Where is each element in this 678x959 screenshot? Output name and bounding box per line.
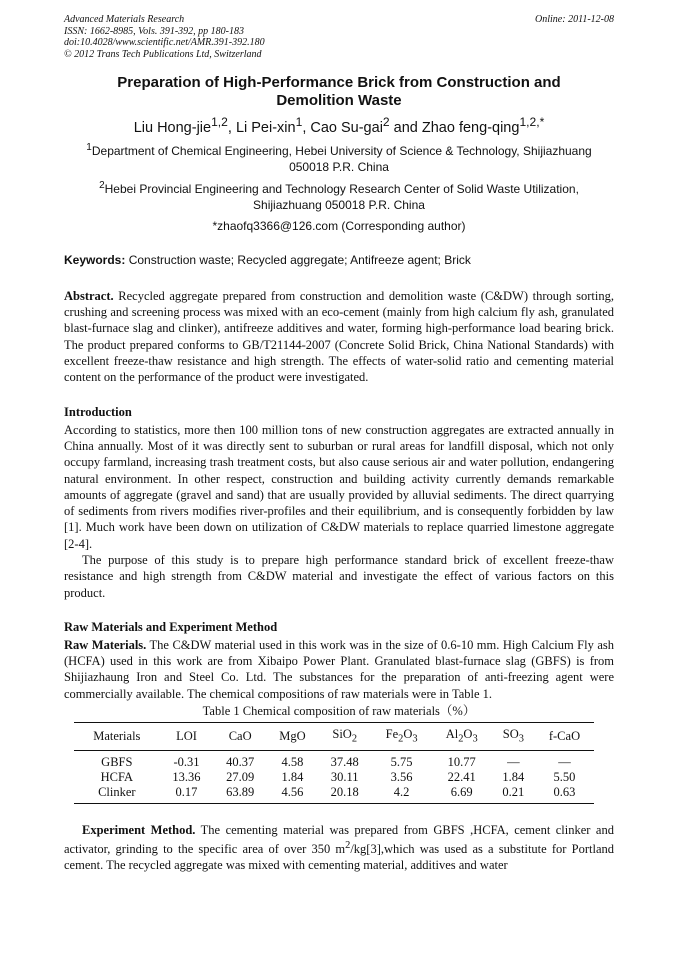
table-cell: 37.48 xyxy=(330,754,359,769)
table-cell: 13.36 xyxy=(172,769,201,784)
chemical-composition-table xyxy=(74,722,594,804)
introduction-heading: Introduction xyxy=(64,404,132,419)
table-cell: 4.2 xyxy=(393,784,410,799)
raw-materials-paragraph xyxy=(64,637,614,702)
abstract xyxy=(64,288,614,386)
table-cell: — xyxy=(507,754,520,769)
abstract-label: Abstract. xyxy=(64,288,114,303)
table-cell: 10.77 xyxy=(447,754,476,769)
table-cell: HCFA xyxy=(100,769,134,784)
table-cell: 0.63 xyxy=(553,784,576,799)
table-cell: 0.21 xyxy=(502,784,525,799)
table-cell: 3.56 xyxy=(390,769,413,784)
journal-copyright: © 2012 Trans Tech Publications Ltd, Switzerland xyxy=(64,48,262,60)
affiliation-2 xyxy=(64,178,614,213)
table-cell: 22.41 xyxy=(447,769,476,784)
col-cao: CaO xyxy=(228,729,252,744)
col-mgo: MgO xyxy=(279,729,306,744)
methods-heading: Raw Materials and Experiment Method xyxy=(64,619,278,634)
table-cell: 20.18 xyxy=(330,784,359,799)
table-cell: -0.31 xyxy=(173,754,200,769)
table-cell: 6.69 xyxy=(450,784,473,799)
paper-page xyxy=(64,14,614,874)
table-cell: 27.09 xyxy=(226,769,255,784)
table-header-row xyxy=(74,723,594,751)
table-cell: 5.75 xyxy=(390,754,413,769)
abstract-text: Recycled aggregate prepared from construction and demolition waste (C&DW) through sorting, crushing and screening process was mixed with an eco-cement (mainly from high calcium fly ash, granulated blast-furnace slag and clinker), antifreeze additives and water, forming high-performance load bearing brick. The product prepared conforms to GB/T21144-2007 (Concrete Solid Brick, China National Standards) with excellent freeze-thaw resistance and high strength. The effects of water-solid ratio and cementing material content on the performance of the product were investigated. xyxy=(64,288,614,385)
table-row xyxy=(74,785,594,804)
col-sio2: SiO$_2$ xyxy=(332,727,358,745)
table-cell: 63.89 xyxy=(226,784,255,799)
experiment-method-label: Experiment Method. xyxy=(82,822,196,837)
col-materials: Materials xyxy=(93,729,141,744)
table-cell: GBFS xyxy=(101,754,133,769)
table-cell: 1.84 xyxy=(502,769,525,784)
introduction-paragraph-2: The purpose of this study is to prepare high performance standard brick of excellent freeze-thaw resistance and high strength from C&DW material and investigate the effect of various factors on this product. xyxy=(64,552,614,600)
table-row xyxy=(74,770,594,785)
journal-info xyxy=(64,14,614,60)
corresponding-email[interactable]: *zhaofq3366@126.com (Corresponding author) xyxy=(212,218,466,233)
table-cell: 30.11 xyxy=(330,769,359,784)
affiliation-1 xyxy=(64,140,614,175)
paper-title xyxy=(64,74,614,110)
author-4: and Zhao feng-qing xyxy=(389,119,520,136)
title-line-2: Demolition Waste xyxy=(276,92,402,109)
raw-materials-label: Raw Materials. xyxy=(64,637,147,652)
author-4-affil: 1,2,* xyxy=(519,115,545,129)
journal-header xyxy=(64,14,614,66)
col-so3: $SO_3$ xyxy=(502,727,524,745)
table-caption: Table 1 Chemical composition of raw materials（%） xyxy=(202,704,476,719)
table-cell: 5.50 xyxy=(553,769,576,784)
col-fcao: f-CaO xyxy=(548,729,581,744)
introduction-paragraph-1: According to statistics, more then 100 million tons of new construction aggregates are extracted annually in China annually. Most of it was directly sent to suburban or rural areas for landfill disposal, which not only occupy farmland, increasing trash treatment costs, but also cause serious air and water pollution, endangering natural environment. In other respect, construction and building activity currently demands remarkable amounts of aggregate (gravel and sand) that are usually provided by alluvial sediments. The direct quarrying of sediments from rivers modifies river-profiles and their equilibrium, and is consequently forbidden by law [1]. Much work have been down on utilization of C&DW materials to replace quarried limestone aggregate [2-4]. xyxy=(64,422,614,551)
table-row xyxy=(74,750,594,770)
experiment-text-2: /kg[3],which was used as a substitute for Portland cement. The recycled aggregate was mixed with cementing material, additives and water xyxy=(64,842,614,873)
table-cell: 0.17 xyxy=(175,784,198,799)
table-cell: 4.58 xyxy=(281,754,304,769)
journal-issn: ISSN: 1662-8985, Vols. 391-392, pp 180-183 xyxy=(64,25,244,37)
online-date: Online: 2011-12-08 xyxy=(535,14,614,25)
experiment-text-1: The cementing material was prepared from GBFS ,HCFA, cement clinker and activator, grinding to the specific area of over 350 m xyxy=(64,822,614,857)
keywords-label: Keywords: xyxy=(64,252,126,267)
col-al2o3: $Al_2O_3$ xyxy=(445,727,478,745)
author-3: , Cao Su-gai xyxy=(302,119,383,136)
affiliation-2-line-1: Hebei Provincial Engineering and Technology Research Center of Solid Waste Utilization, xyxy=(104,181,579,196)
col-fe2o3: $Fe_2O_3$ xyxy=(385,727,418,745)
affiliation-2-mark: 2 xyxy=(99,179,105,191)
raw-materials-text: The C&DW material used in this work was in the size of 0.6-10 mm. High Calcium Fly ash (HCFA) used in this work are from Xibaipo Power Plant. Granulated blast-furnace slag (GBFS) is from Shijiazhaung Iron and Steel Co. Ltd. The substances for the preparation of anti-freezing agent were commercially available. The chemical compositions of raw materials were in Table 1. xyxy=(64,637,614,701)
affiliation-1-line-1: Department of Chemical Engineering, Hebei University of Science & Technology, Shijiazhuang xyxy=(91,143,592,158)
title-line-1: Preparation of High-Performance Brick from Construction and xyxy=(117,74,561,91)
journal-doi[interactable]: doi:10.4028/www.scientific.net/AMR.391-392.180 xyxy=(64,37,265,48)
table-cell: 4.56 xyxy=(281,784,304,799)
author-list xyxy=(64,113,614,137)
affiliation-1-mark: 1 xyxy=(86,141,92,153)
journal-name: Advanced Materials Research xyxy=(64,14,185,25)
author-1: Liu Hong-jie xyxy=(133,119,212,136)
author-2: , Li Pei-xin xyxy=(227,119,296,136)
keywords xyxy=(64,252,614,268)
table-cell: — xyxy=(558,754,571,769)
col-loi: LOI xyxy=(176,729,197,744)
keywords-text: Construction waste; Recycled aggregate; Antifreeze agent; Brick xyxy=(125,252,471,267)
experiment-method-paragraph xyxy=(64,822,614,874)
author-3-affil: 2 xyxy=(382,115,390,129)
affiliation-1-line-2: 050018 P.R. China xyxy=(289,159,389,174)
author-2-affil: 1 xyxy=(295,115,303,129)
table-cell: Clinker xyxy=(98,784,136,799)
experiment-superscript: 2 xyxy=(345,839,351,851)
author-1-affil: 1,2 xyxy=(211,115,228,129)
table-cell: 40.37 xyxy=(226,754,255,769)
table-cell: 1.84 xyxy=(281,769,304,784)
affiliation-2-line-2: Shijiazhuang 050018 P.R. China xyxy=(253,197,425,212)
